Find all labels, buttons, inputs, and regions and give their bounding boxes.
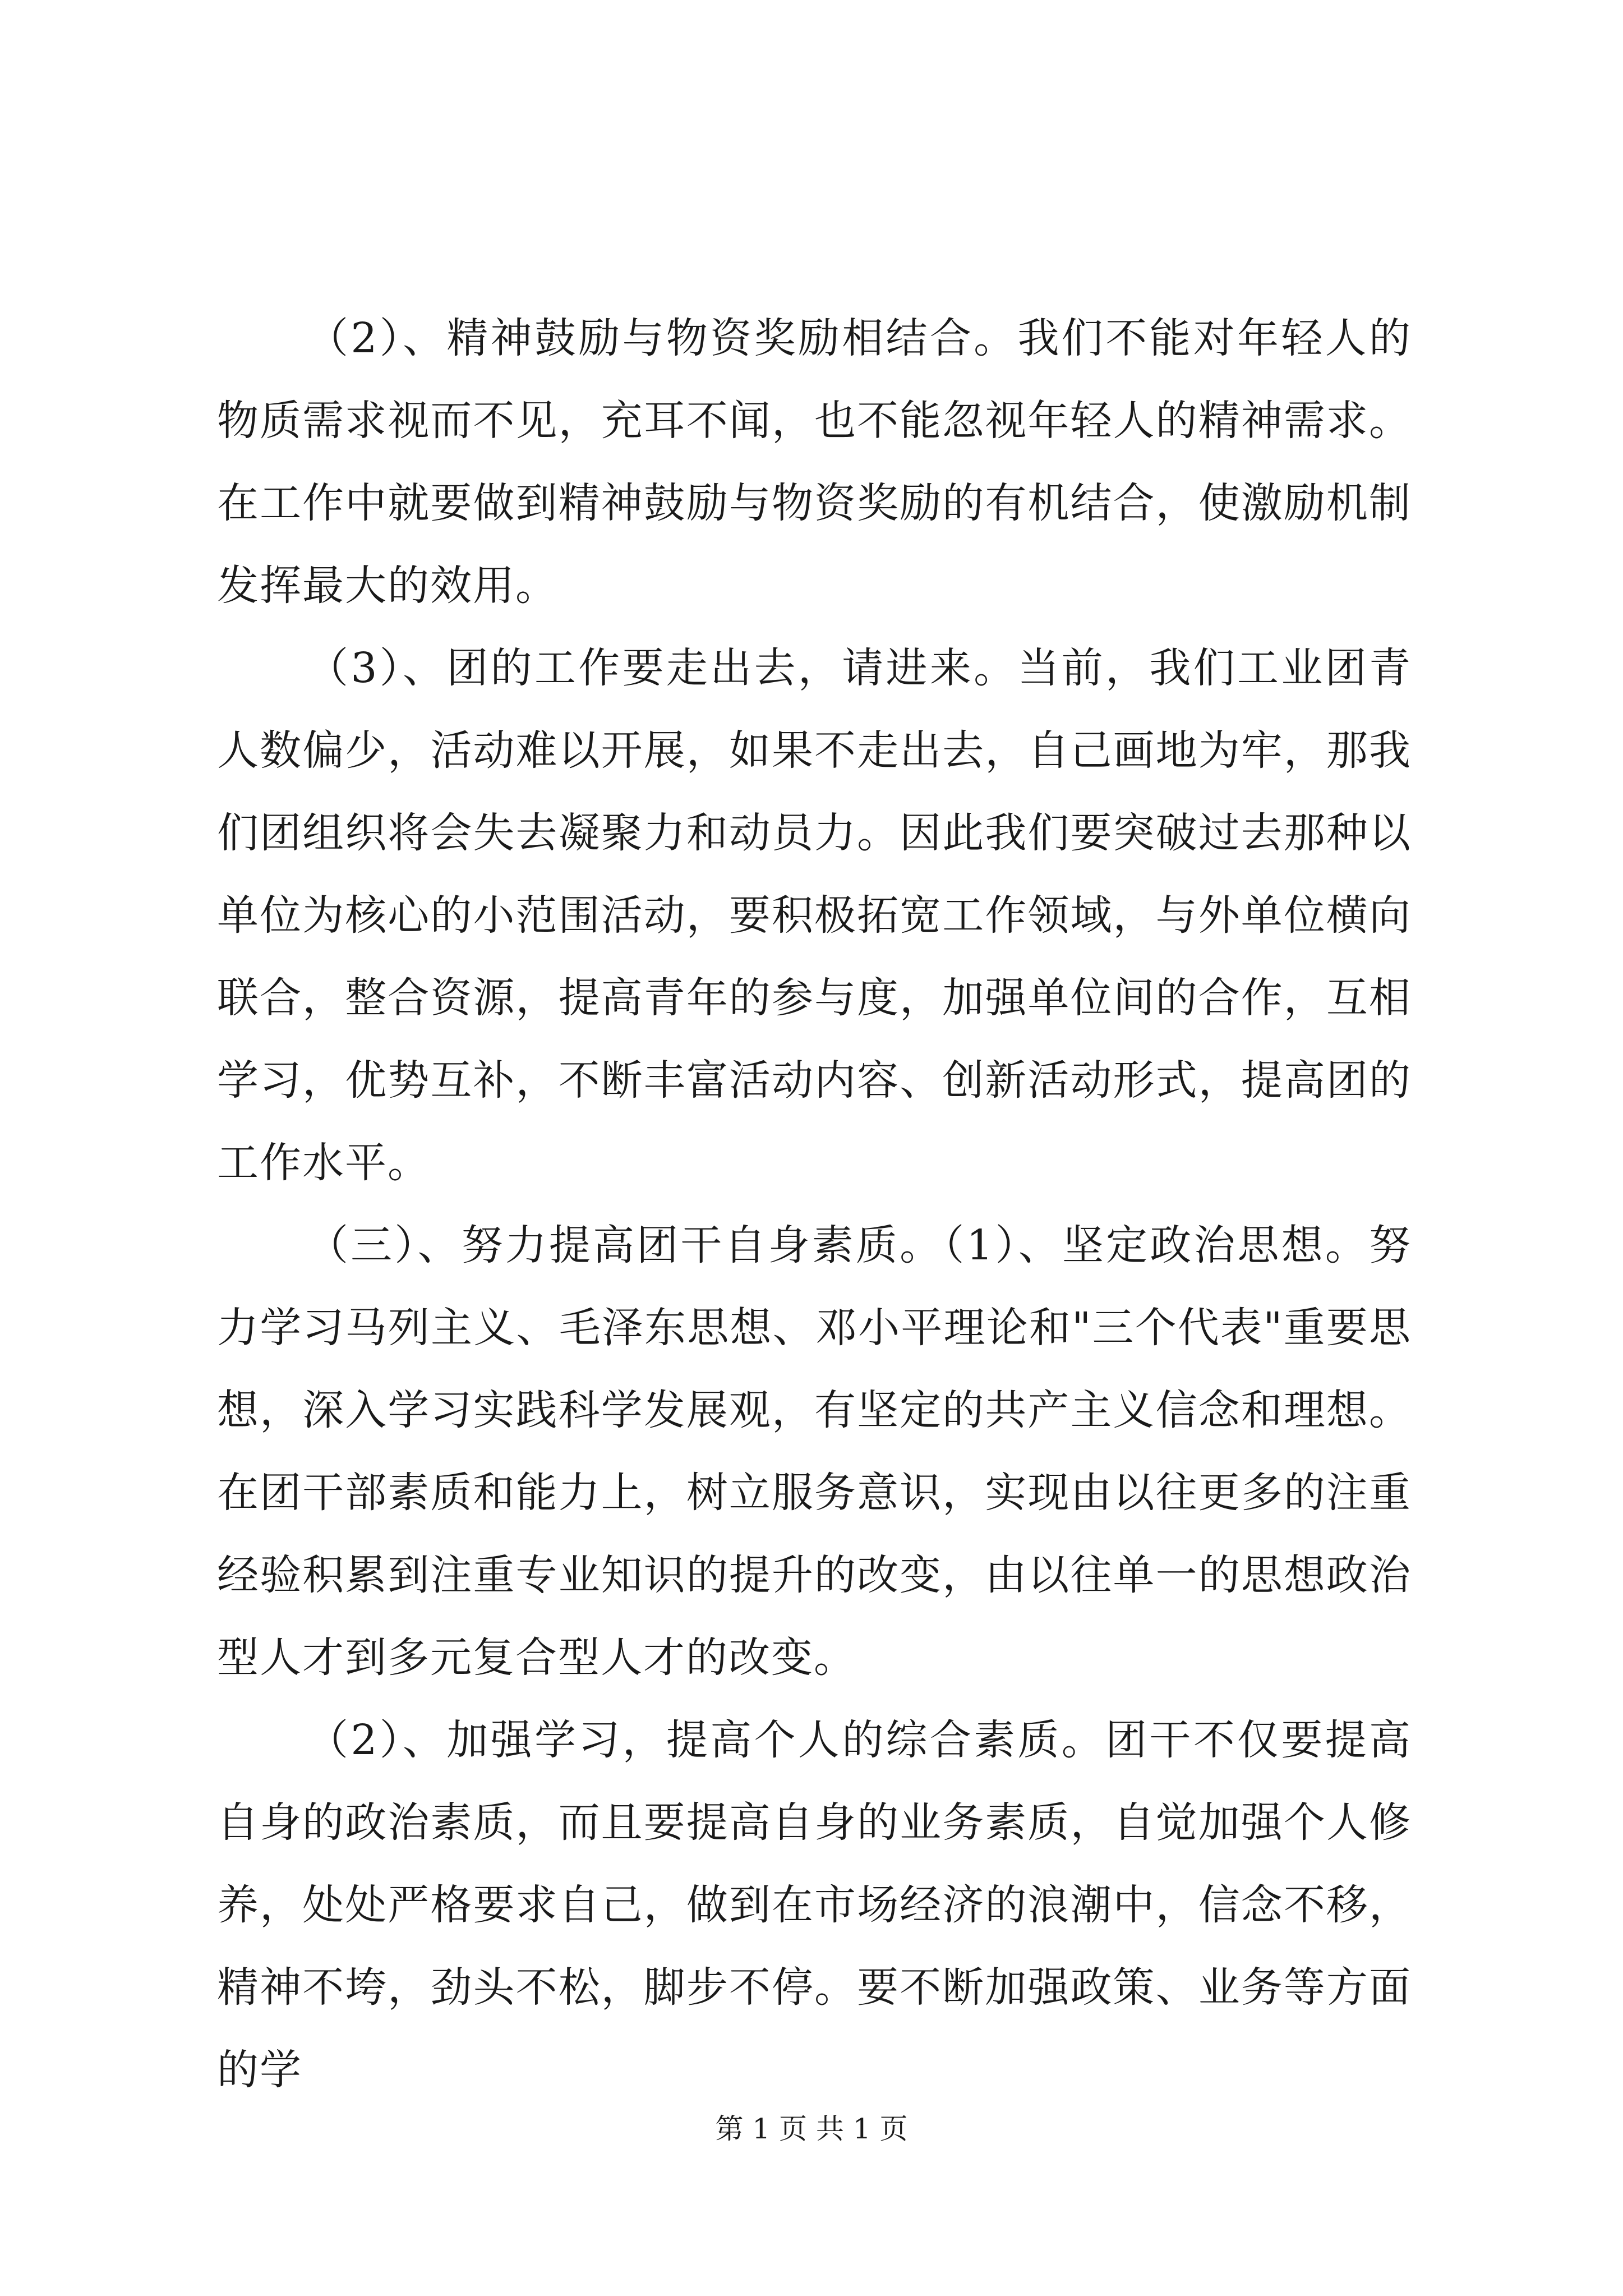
paragraph-material-incentives: （2）、精神鼓励与物资奖励相结合。我们不能对年轻人的物质需求视而不见，充耳不闻，也不能忽视年轻人的精神需求。在工作中就要做到精神鼓励与物资奖励的有机结合，使激励机制发挥最大的效用。 — [217, 314, 1412, 610]
document-body — [217, 297, 1412, 2111]
paragraph-cadre-quality: （三）、努力提高团干自身素质。（1）、坚定政治思想。努力学习马列主义、毛泽东思想、邓小平理论和"三个代表"重要思想，深入学习实践科学发展观，有坚定的共产主义信念和理想。在团干部素质和能力上，树立服务意识，实现由以往更多的注重经验积累到注重专业知识的提升的改变，由以往单一的思想政治型人才到多元复合型人才的改变。 — [217, 1221, 1412, 1682]
paragraph-league-outreach: （3）、团的工作要走出去，请进来。当前，我们工业团青人数偏少，活动难以开展，如果不走出去，自己画地为牢，那我们团组织将会失去凝聚力和动员力。因此我们要突破过去那种以单位为核心的小范围活动，要积极拓宽工作领域，与外单位横向联合，整合资源，提高青年的参与度，加强单位间的合作，互相学习，优势互补，不断丰富活动内容、创新活动形式，提高团的工作水平。 — [217, 644, 1412, 1187]
page-footer: 第 1 页 共 1 页 — [715, 2113, 908, 2145]
paragraph-strengthen-study: （2）、加强学习，提高个人的综合素质。团干不仅要提高自身的政治素质，而且要提高自身的业务素质，自觉加强个人修养，处处严格要求自己，做到在市场经济的浪潮中，信念不移，精神不垮，劲头不松，脚步不停。要不断加强政策、业务等方面的学 — [217, 1716, 1412, 2094]
